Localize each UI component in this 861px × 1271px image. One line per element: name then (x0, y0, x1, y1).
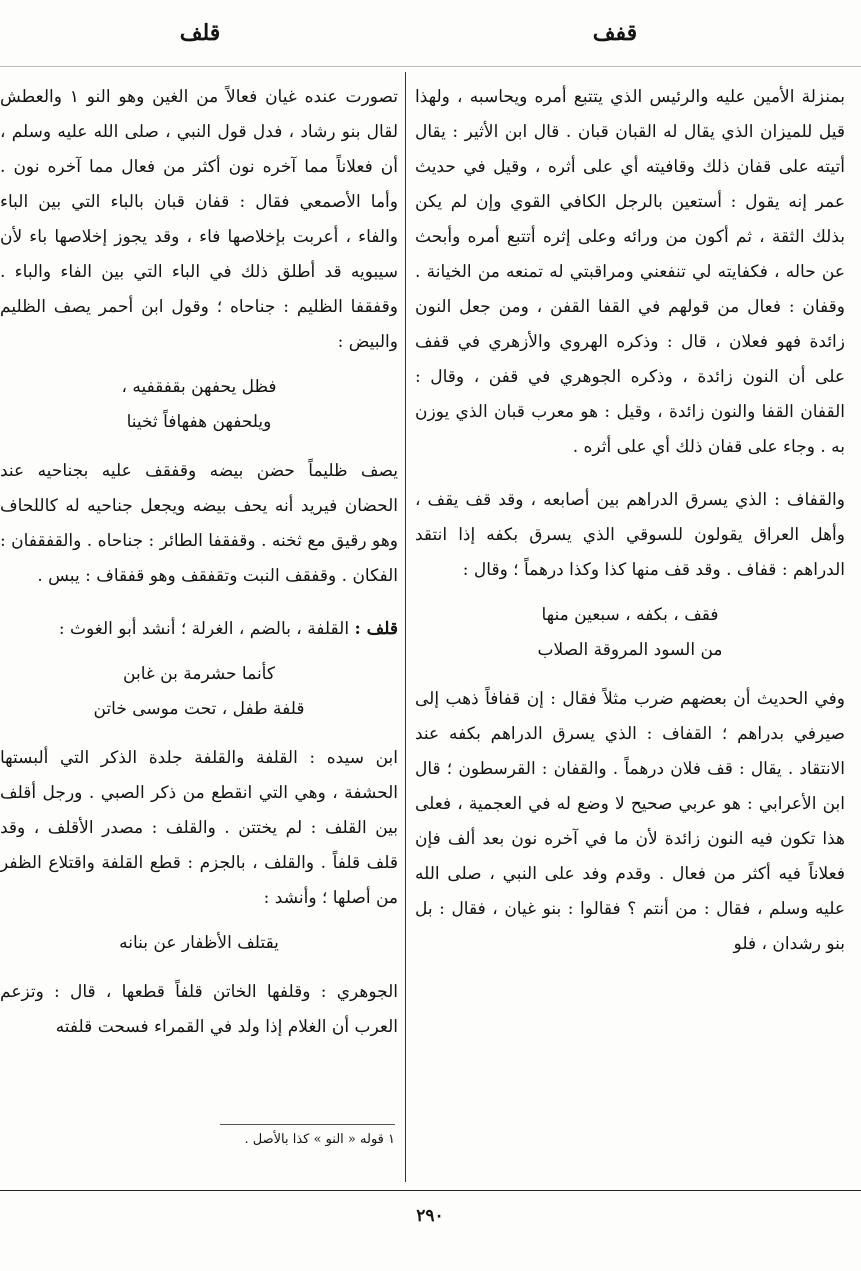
footnote: ١ قوله « النو » كذا بالأصل . (244, 1132, 395, 1147)
paragraph: يصف ظليماً حضن بيضه وقفقف عليه بجناحيه عند الحضان فيريد أنه يحف بيضه ويجعل جناحيه له كاللحاف وهو رقيق مع ثخنه . وقفقفا الطائر : جناحاه . والقفقفان : الفكان . وقفقف النبت وتقفقف وهو قفقاف : يبس . (0, 461, 398, 586)
verse-line: كأنما حشرمة بن غابن (123, 664, 275, 684)
verse (0, 657, 398, 727)
paragraph: تصورت عنده غيان فعالاً من الغين وهو النو ١ والعطش لقال بنو رشاد ، فدل قول النبي ، صلى الله عليه وسلم ، أن فعلاناً مما آخره نون أكثر من فعال مما آخره نون . وأما الأصمعي فقال : قفان قبان بالباء التي بين الباء والفاء ، أعربت بإخلاصها فاء ، وقد يجوز إخلاصها باء لأن سيبويه قد أطلق ذلك في الباء التي بين الفاء والباء . وقفقفا الظليم : جناحاه ؛ وقول ابن أحمر يصف الظليم والبيض : (0, 87, 398, 352)
paragraph: والقفاف : الذي يسرق الدراهم بين أصابعه ، وقد قف يقف ، وأهل العراق يقولون للسوقي الذي يسرق بكفه إذا انتقد الدراهم : قفاف . وقد قف منها كذا وكذا درهماً ؛ وقال : (415, 490, 845, 580)
footer-rule (0, 1190, 861, 1191)
paragraph: ابن سيده : القلفة والقلفة جلدة الذكر التي ألبستها الحشفة ، وهي التي انقطع من ذكر الصبي . ورجل أقلف بين القلف : لم يختتن . والقلف : مصدر الأقلف ، وقد قلف قلفاً . والقلف ، بالجزم : قطع القلفة واقتلاع الظفر من أصلها ؛ وأنشد : (0, 748, 398, 908)
left-column (0, 80, 398, 1045)
header-root-word-right: قفف (592, 20, 638, 46)
verse (415, 598, 845, 668)
header-rule (0, 66, 861, 67)
footnote-rule (220, 1124, 395, 1125)
column-divider (405, 72, 406, 1182)
verse-line: قلفة طفل ، تحت موسى خاتن (93, 699, 305, 719)
right-column (415, 80, 845, 962)
verse (0, 370, 398, 440)
paragraph: بمنزلة الأمين عليه والرئيس الذي يتتبع أمره ويحاسبه ، ولهذا قيل للميزان الذي يقال له القبان قبان . قال ابن الأثير : يقال أتيته على قفان ذلك وقافيته أي على أثره ، وقيل في حديث عمر إنه يقول : أستعين بالرجل الكافي القوي وإن لم يكن بذلك الثقة ، ثم أكون من ورائه وعلى إثره أتتبع أمره وأبحث عن حاله ، فكفايته لي تنفعني ومراقبتي له تمنعه من الخيانة . وقفان : فعال من قولهم في القفا القفن ، ومن جعل النون زائدة فهو فعلان ، قال : وذكره الهروي والأزهري في قفف على أن النون زائدة ، وذكره الجوهري في قفن ، وقال : القفان القفا والنون زائدة ، وقيل : هو معرب قبان الذي يوزن به . وجاء على قفان ذلك أي على أثره . (415, 87, 845, 457)
paragraph: الجوهري : وقلفها الخاتن قلفاً قطعها ، قال : وتزعم العرب أن الغلام إذا ولد في القمراء فسحت قلفته (0, 982, 398, 1037)
entry (0, 612, 398, 647)
verse (0, 926, 398, 961)
verse-line: يقتلف الأظفار عن بنانه (119, 933, 279, 953)
page-number: ٢٩٠ (416, 1206, 444, 1226)
paragraph: وفي الحديث أن بعضهم ضرب مثلاً فقال : إن قفافاً ذهب إلى صيرفي بدراهم ؛ القفاف : الذي يسرق الدراهم بكفه عند الانتقاد . يقال : قف فلان درهماً . والقفان : القرسطون ؛ قال ابن الأعرابي : هو عربي صحيح لا وضع له في العجمية ، فعلى هذا تكون فيه النون زائدة لأن ما في آخره نون بعد ألف فإن فعلاناً فيه أكثر من فعال . وقدم وفد على النبي ، صلى الله عليه وسلم ، فقال : من أنتم ؟ فقالوا : بنو غيان ، فقال : بل بنو رشدان ، فلو (415, 689, 845, 954)
entry-headword: قلف : (354, 619, 398, 639)
verse-line: من السود المروقة الصلاب (537, 640, 723, 660)
verse-line: ويلحفهن هفهافاً ثخينا (126, 412, 272, 432)
verse-line: فظل يحفهن بقفقفيه ، (121, 377, 277, 397)
entry-text: القلفة ، بالضم ، الغرلة ؛ أنشد أبو الغوث : (58, 619, 350, 639)
verse-line: فقف ، بكفه ، سبعين منها (541, 605, 719, 625)
header-root-word-left: قلف (179, 20, 221, 46)
